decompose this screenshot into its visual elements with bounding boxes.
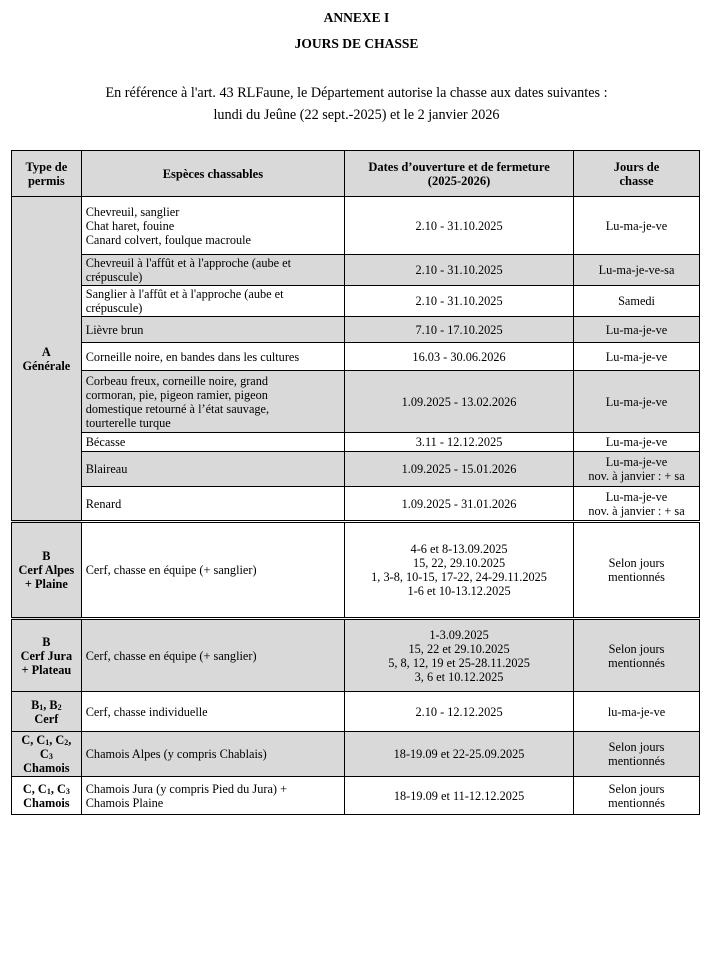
dates-cell: 1-3.09.2025 15, 22 et 29.10.2025 5, 8, 12, 19 et 25-28.11.2025 3, 6 et 10.12.2025: [345, 619, 574, 692]
species-cell: Blaireau: [81, 452, 344, 487]
table-row: [12, 343, 700, 371]
days-cell: Samedi: [574, 286, 700, 317]
days-cell: Lu-ma-je-ve: [574, 317, 700, 343]
days-cell: Selon jours mentionnés: [574, 522, 700, 619]
species-cell: Chamois Alpes (y compris Chablais): [81, 732, 344, 777]
dates-cell: 2.10 - 31.10.2025: [345, 286, 574, 317]
species-cell: Lièvre brun: [81, 317, 344, 343]
dates-cell: 3.11 - 12.12.2025: [345, 433, 574, 452]
header-jours: Jours de chasse: [574, 151, 700, 197]
days-cell: Selon jours mentionnés: [574, 777, 700, 815]
dates-cell: 18-19.09 et 11-12.12.2025: [345, 777, 574, 815]
table-row: [12, 487, 700, 522]
species-cell: Corbeau freux, corneille noire, grand cormoran, pie, pigeon ramier, pigeon domestique retourné à l’état sauvage, tourterelle turque: [81, 371, 344, 433]
table-row: [12, 197, 700, 255]
intro-line-2: lundi du Jeûne (22 sept.-2025) et le 2 janvier 2026: [213, 107, 500, 123]
intro-line-1: En référence à l'art. 43 RLFaune, le Département autorise la chasse aux dates suivantes :: [105, 85, 608, 101]
species-cell: Chevreuil à l'affût et à l'approche (aube et crépuscule): [81, 255, 344, 286]
days-cell: Selon jours mentionnés: [574, 619, 700, 692]
dates-cell: 2.10 - 31.10.2025: [345, 197, 574, 255]
page-title: JOURS DE CHASSE: [294, 36, 419, 51]
table-row: [12, 317, 700, 343]
header-especes: Espèces chassables: [81, 151, 344, 197]
species-cell: Renard: [81, 487, 344, 522]
table-row: [12, 452, 700, 487]
species-cell: Chevreuil, sanglier Chat haret, fouine Canard colvert, foulque macroule: [81, 197, 344, 255]
species-cell: Bécasse: [81, 433, 344, 452]
dates-cell: 18-19.09 et 22-25.09.2025: [345, 732, 574, 777]
permit-type-c-jura: C, $C_1$, $C_3$ Chamois: [12, 777, 82, 815]
table-row: [12, 255, 700, 286]
table-row: [12, 777, 700, 815]
species-cell: Cerf, chasse en équipe (+ sanglier): [81, 619, 344, 692]
table-row: [12, 692, 700, 732]
table-row: [12, 619, 700, 692]
table-header-row: [12, 151, 700, 197]
dates-cell: 1.09.2025 - 13.02.2026: [345, 371, 574, 433]
days-cell: Lu-ma-je-ve nov. à janvier : + sa: [574, 487, 700, 522]
days-cell: Lu-ma-je-ve: [574, 433, 700, 452]
dates-cell: 2.10 - 31.10.2025: [345, 255, 574, 286]
days-cell: Lu-ma-je-ve nov. à janvier : + sa: [574, 452, 700, 487]
days-cell: lu-ma-je-ve: [574, 692, 700, 732]
permit-type-a: A Générale: [12, 197, 82, 522]
days-cell: Selon jours mentionnés: [574, 732, 700, 777]
species-cell: Corneille noire, en bandes dans les cultures: [81, 343, 344, 371]
dates-cell: 7.10 - 17.10.2025: [345, 317, 574, 343]
dates-cell: 16.03 - 30.06.2026: [345, 343, 574, 371]
permit-type-b-jura: B Cerf Jura + Plateau: [12, 619, 82, 692]
table-row: [12, 371, 700, 433]
header-type-permis: Type de permis: [12, 151, 82, 197]
dates-cell: 1.09.2025 - 31.01.2026: [345, 487, 574, 522]
days-cell: Lu-ma-je-ve: [574, 371, 700, 433]
days-cell: Lu-ma-je-ve-sa: [574, 255, 700, 286]
species-cell: Cerf, chasse individuelle: [81, 692, 344, 732]
permit-type-b-alpes: B Cerf Alpes + Plaine: [12, 522, 82, 619]
days-cell: Lu-ma-je-ve: [574, 197, 700, 255]
table-row: [12, 522, 700, 619]
table-row: [12, 286, 700, 317]
species-cell: Cerf, chasse en équipe (+ sanglier): [81, 522, 344, 619]
table-row: [12, 433, 700, 452]
permit-type-c-alpes: C, $C_1$, $C_2$, $C_3$ Chamois: [12, 732, 82, 777]
permit-type-b1-b2: $B_1$, $B_2$ Cerf: [12, 692, 82, 732]
table-row: [12, 732, 700, 777]
dates-cell: 1.09.2025 - 15.01.2026: [345, 452, 574, 487]
title-block: [0, 8, 713, 54]
species-cell: Sanglier à l'affût et à l'approche (aube et crépuscule): [81, 286, 344, 317]
header-dates: Dates d’ouverture et de fermeture (2025-2026): [345, 151, 574, 197]
dates-cell: 2.10 - 12.12.2025: [345, 692, 574, 732]
days-cell: Lu-ma-je-ve: [574, 343, 700, 371]
hunting-days-table: [11, 150, 700, 815]
annex-title: ANNEXE I: [323, 10, 390, 25]
dates-cell: 4-6 et 8-13.09.2025 15, 22, 29.10.2025 1, 3-8, 10-15, 17-22, 24-29.11.2025 1-6 et 10-13.12.2025: [345, 522, 574, 619]
species-cell: Chamois Jura (y compris Pied du Jura) + Chamois Plaine: [81, 777, 344, 815]
